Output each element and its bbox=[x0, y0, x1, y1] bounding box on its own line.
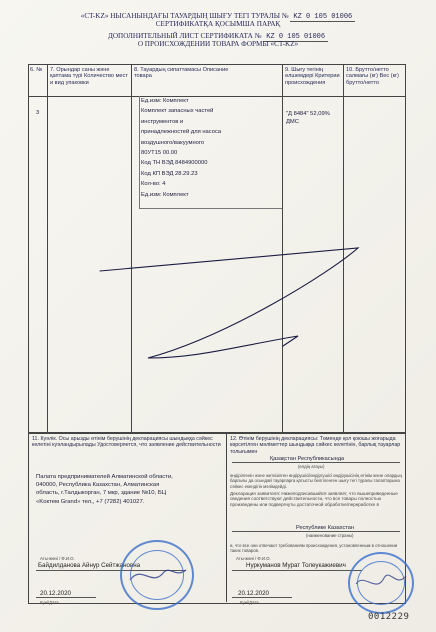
chamber-line-4: «Koктем Grand» тел,, +7 (7282) 401027. bbox=[36, 498, 145, 505]
form-serial-number: 0012229 bbox=[368, 612, 410, 622]
desc-line-model: 80УТ15 00.00 bbox=[141, 150, 178, 157]
chamber-signature bbox=[122, 542, 192, 608]
applicant-name-rule bbox=[232, 570, 362, 571]
country2-label: (наименование страны) bbox=[306, 533, 354, 538]
column-header-number: 6. № bbox=[30, 67, 43, 73]
certification-heading: 11. Куәлік. Осы арызды өтінім берушінің декларациясы шындыққа сәйкес келетіні куәландырылады Удостоверяется, что заявление действительности bbox=[32, 436, 221, 449]
country1-label: (елдің атауы) bbox=[298, 464, 325, 469]
certifier-name: Байдилданова Айнур Сейтжановна bbox=[38, 562, 141, 569]
column-header-description: 8. Тауардың сипаттамасы Описание товара bbox=[134, 67, 229, 80]
certificate-number-2: KZ 0 105 01006 bbox=[263, 33, 328, 42]
chamber-line-2: 040000, Республика Казахстан, Алматинская bbox=[36, 482, 160, 489]
declaration-text-ru: Декларация заявителя: Нижеподписавшийся заявляет, что вышеприведенные сведения соответствуют действительности, что все товары полностью произведены или подвергнуты достаточной обработке/переработке в bbox=[230, 491, 398, 507]
chamber-line-1: Палата предпринимателей Алматинской области, bbox=[36, 474, 173, 480]
desc-line-tn-ved: Код ТН ВЭД 8484900000 bbox=[141, 160, 208, 167]
applicant-stamp bbox=[348, 552, 414, 614]
desc-line-quantity: Кол-во: 4 bbox=[141, 181, 166, 188]
desc-line-unit-2: Ед.изм: Комплект bbox=[141, 191, 189, 198]
cancellation-scribble bbox=[28, 96, 404, 432]
certifier-date-label: Күні/Дата bbox=[40, 600, 59, 605]
desc-line-3: принадлежностей для насоса bbox=[141, 129, 222, 136]
applicant-name-label: Аты-жөні / Ф.И.О. bbox=[236, 556, 271, 561]
applicant-declaration-heading: 12. Өтінім берушінің декларациясы: Төменде қол қоюшы жоғарыда көрсетілген мәліметтер шындыққа сәйкес келетінін, барлық тауарлар толығымен bbox=[230, 436, 401, 455]
country2-rule bbox=[232, 531, 400, 532]
applicant-name: Нуркуманов Мурат Толеукажиевич bbox=[246, 562, 346, 569]
desc-line-1: Комплект запасных частей bbox=[141, 108, 214, 115]
desc-line-4: воздушного/вакуумного bbox=[141, 139, 205, 146]
certifier-date-rule bbox=[36, 597, 96, 598]
column-header-criteria: 9. Шығу тегінің өлшемдері Критерии происхождения bbox=[285, 67, 340, 86]
column-header-packages: 7. Орындар саны және қаптама түрі Количество мест и вид упаковки bbox=[50, 67, 128, 86]
certifier-name-label: Аты-жөні / Ф.И.О. bbox=[40, 556, 75, 561]
header-title-ru: ДОПОЛНИТЕЛЬНЫЙ ЛИСТ СЕРТИФИКАТА № bbox=[107, 32, 262, 40]
production-country-ru: Республике Казахстан bbox=[296, 525, 355, 531]
desc-line-unit: Ед.изм: Комплект bbox=[141, 98, 189, 104]
applicant-date: 20.12.2020 bbox=[238, 590, 269, 597]
certificate-number-1: KZ 0 105 01006 bbox=[290, 13, 355, 22]
row-number: 3 bbox=[36, 110, 40, 116]
chamber-stamp bbox=[120, 540, 194, 610]
chamber-address-block bbox=[36, 473, 224, 506]
column-header-weight: 10. Брутто/нетто салмағы (кг) Вес (кг) брутто/нетто bbox=[346, 67, 399, 86]
header-subtitle-kz: СЕРТИФИКАТҚА ҚОСЫМША ПАРАҚ bbox=[155, 20, 281, 28]
chamber-line-3: область, г.Талдыкорган, 7 мкр, здание №10, БЦ bbox=[36, 490, 167, 497]
certifier-date: 20.12.2020 bbox=[40, 590, 71, 597]
desc-line-2: инструментов и bbox=[141, 118, 184, 125]
applicant-signature bbox=[350, 554, 412, 612]
applicant-date-rule bbox=[232, 597, 292, 598]
declarations-divider bbox=[226, 432, 227, 602]
origin-criteria: "Д 8484" 52,09% ДМС bbox=[286, 111, 330, 125]
applicant-date-label: Күні/Дата bbox=[240, 600, 259, 605]
declaration-text-kz: өндірілгенін және жеткізілген өндірушісі/өндіргушісі өндірушісінің өтінім және олардың барлығы да осындай тауарларға қатысты белгіленген шығу тегі туралы талаптарына сәйкес екендігін мәлімдейді. bbox=[230, 473, 402, 489]
header-title-kz: «CT-KZ» НЫСАНЫНДАҒЫ ТАУАРДЫҢ ШЫҒУ ТЕГІ ТУРАЛЫ № bbox=[80, 12, 289, 20]
header-subtitle-ru: О ПРОИСХОЖДЕНИИ ТОВАРА ФОРМЫ «CT-KZ» bbox=[137, 40, 299, 48]
compliance-statement: и, что все они отвечают требованиям происхождения, установленным в отношении таких товаров. bbox=[230, 543, 398, 553]
production-country-kz: Қазақстан Республикасында bbox=[270, 456, 345, 462]
desc-line-kp-ved: Код КП ВЭД 28.29.23 bbox=[141, 170, 198, 177]
country1-rule bbox=[232, 462, 400, 463]
